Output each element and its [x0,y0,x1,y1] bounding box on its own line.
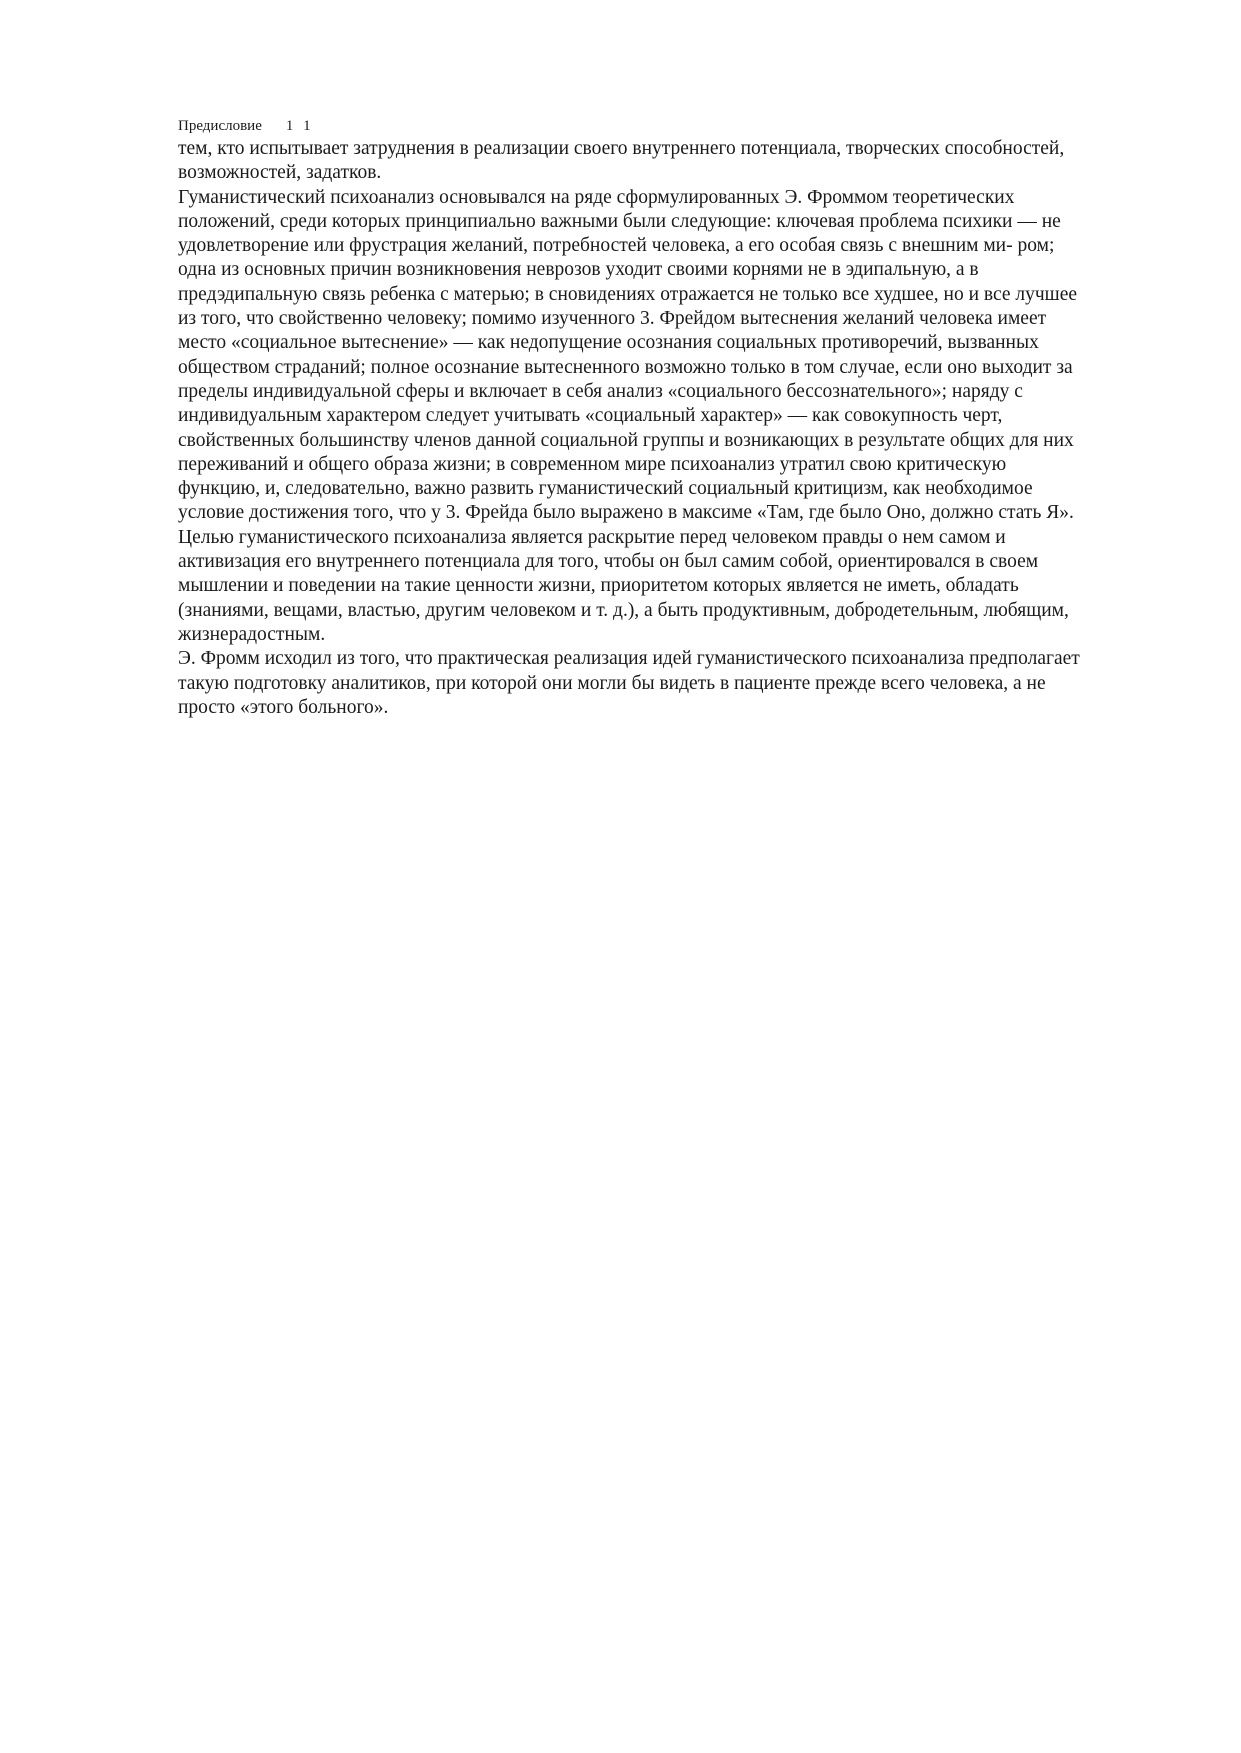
text-line: жизнерадостным. [178,623,326,645]
paragraph [178,137,1148,186]
text-line: просто «этого больного». [178,696,389,718]
text-line: удовлетворение или фрустрация желаний, потребностей человека, а его особая связь с внешним ми- ром; [178,235,1055,257]
text-line: Целью гуманистического психоанализа является раскрытие перед человеком правды о нем самом и [178,526,1006,548]
text-line: тем, кто испытывает затруднения в реализации своего внутреннего потенциала, творческих способностей, [178,138,1065,159]
paragraph [178,186,1148,526]
text-line: индивидуальным характером следует учитывать «социальный характер» — как совокупность черт, [178,405,1003,427]
text-line: функцию, и, следовательно, важно развить гуманистический социальный критицизм, как необходимое [178,478,1033,500]
text-line: свойственных большинству членов данной социальной группы и возникающих в результате общих для них [178,429,1074,451]
text-line: переживаний и общего образа жизни; в современном мире психоанализ утратил свою критическую [178,453,1007,475]
text-line: пределы индивидуальной сферы и включает в себя анализ «социального бессознательного»; наряду с [178,380,1023,402]
text-line: одна из основных причин возникновения неврозов уходит своими корнями не в эдипальную, а в [178,259,979,281]
text-line: условие достижения того, что у 3. Фрейда было выражено в максиме «Там, где было Оно, должно стать Я». [178,502,1074,524]
paragraph [178,647,1148,720]
section-title: Предисловие [178,118,262,134]
text-line: такую подготовку аналитиков, при которой они могли бы видеть в пациенте прежде всего человека, а не [178,672,1046,694]
text-line: возможностей, задатков. [178,162,382,184]
paragraph [178,526,1148,647]
text-line: обществом страданий; полное осознание вытесненного возможно только в том случае, если оно выходит за [178,356,1073,378]
text-line: (знаниями, вещами, властью, другим человеком и т. д.), а быть продуктивным, добродетельным, любящим, [178,599,1069,621]
page-number: 1 1 [285,118,314,134]
text-line: Гуманистический психоанализ основывался на ряде сформулированных Э. Фроммом теоретических [178,186,1015,208]
text-line: активизация его внутреннего потенциала для того, чтобы он был самим собой, ориентировался в своем [178,551,1039,573]
text-line: Э. Фромм исходил из того, что практическая реализация идей гуманистического психоанализа предполагает [178,648,1080,670]
text-line: место «социальное вытеснение» — как недопущение осознания социальных противоречий, вызванных [178,332,1039,354]
running-header [178,116,314,136]
text-line: положений, среди которых принципиально важными были следующие: ключевая проблема психики — не [178,210,1061,232]
text-line: из того, что свойственно человеку; помимо изученного 3. Фрейдом вытеснения желаний человека имеет [178,308,1047,330]
text-line: мышлении и поведении на такие ценности жизни, приоритетом которых является не иметь, обладать [178,575,1019,597]
body-text [178,137,1148,720]
text-line: предэдипальную связь ребенка с матерью; в сновидениях отражается не только все худшее, но и все лучшее [178,283,1078,305]
